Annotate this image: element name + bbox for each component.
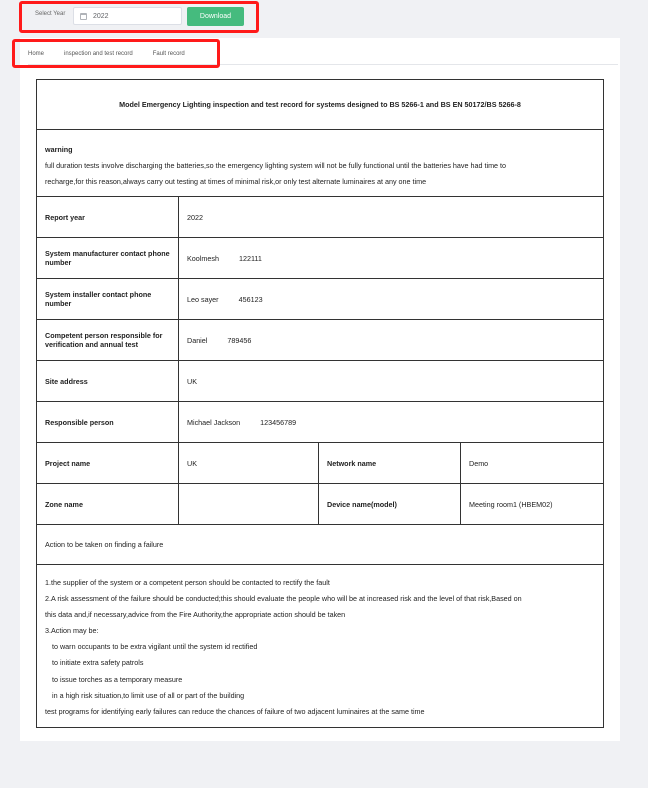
list-item: to warn occupants to be extra vigilant until the system id rectified xyxy=(52,642,258,652)
warning-text-2: recharge,for this reason,always carry out testing at times of minimal risk,or only test alternate luminaires at any one time xyxy=(45,177,427,186)
calendar-icon xyxy=(80,13,87,20)
breadcrumb-home[interactable]: Home xyxy=(28,51,45,57)
zone-name-value xyxy=(179,484,319,524)
list-item: 2.A risk assessment of the failure should be conducted;this should evaluate the people who will be at increased risk and the level of that risk,Based on xyxy=(45,594,522,604)
report-year-value: 2022 xyxy=(187,212,203,222)
device-name-value: Meeting room1 (HBEM02) xyxy=(469,499,553,509)
manufacturer-value xyxy=(179,238,603,278)
record-table xyxy=(36,79,604,728)
warning-row xyxy=(37,130,603,197)
select-year-label: Select Year xyxy=(35,11,66,17)
record-card xyxy=(20,38,620,741)
year-picker-value: 2022 xyxy=(93,12,109,20)
manufacturer-label: System manufacturer contact phone number xyxy=(37,238,179,278)
competent-label: Competent person responsible for verification and annual test xyxy=(37,320,179,360)
list-item: test programs for identifying early failures can reduce the chances of failure of two adjacent luminaires at the same time xyxy=(45,706,425,716)
list-item: 1.the supplier of the system or a competent person should be contacted to rectify the fault xyxy=(45,578,330,587)
installer-value xyxy=(179,279,603,319)
record-title: Model Emergency Lighting inspection and test record for systems designed to BS 5266-1 and BS EN 50172/BS 5266-8 xyxy=(119,100,521,109)
list-item: to issue torches as a temporary measure xyxy=(52,674,183,684)
responsible-value xyxy=(179,402,603,442)
table-row xyxy=(37,238,603,279)
action-title-row xyxy=(37,525,603,565)
year-picker-input[interactable] xyxy=(73,7,182,25)
download-button[interactable]: Download xyxy=(187,7,244,26)
record-title-row xyxy=(37,80,603,130)
list-item: 3.Action may be: xyxy=(45,626,99,636)
highlight-breadcrumb xyxy=(12,39,220,68)
list-item: to initiate extra safety patrols xyxy=(52,658,144,668)
table-row xyxy=(37,484,603,525)
table-row xyxy=(37,402,603,443)
project-name-value: UK xyxy=(179,443,319,483)
installer-name: Leo sayer xyxy=(187,294,219,304)
warning-text-1: full duration tests involve discharging the batteries,so the emergency lighting system will not be fully functional until the batteries have had time to xyxy=(45,161,507,170)
table-row xyxy=(37,197,603,238)
competent-value xyxy=(179,320,603,360)
zone-name-label: Zone name xyxy=(37,484,179,524)
site-address-value: UK xyxy=(187,376,197,386)
responsible-label: Responsible person xyxy=(37,402,179,442)
manufacturer-name: Koolmesh xyxy=(187,253,219,263)
breadcrumb-fault-record[interactable]: Fault record xyxy=(152,51,185,57)
competent-phone: 789456 xyxy=(227,335,252,345)
installer-label: System installer contact phone number xyxy=(37,279,179,319)
table-row xyxy=(37,443,603,484)
table-row xyxy=(37,361,603,402)
list-item: in a high risk situation,to limit use of all or part of the building xyxy=(52,690,245,700)
report-year-label: Report year xyxy=(37,197,179,237)
action-list xyxy=(37,565,603,727)
network-name-label: Network name xyxy=(319,443,461,483)
table-row xyxy=(37,320,603,361)
action-title: Action to be taken on finding a failure xyxy=(45,540,164,549)
device-name-label: Device name(model) xyxy=(319,484,461,524)
project-name-label: Project name xyxy=(37,443,179,483)
table-row xyxy=(37,279,603,320)
warning-title: warning xyxy=(45,145,73,154)
network-name-value: Demo xyxy=(469,458,489,468)
installer-phone: 456123 xyxy=(238,294,263,304)
competent-name: Daniel xyxy=(187,335,208,345)
breadcrumb-inspection[interactable]: inspection and test record xyxy=(64,51,133,57)
site-address-label: Site address xyxy=(37,361,179,401)
list-item: this data and,if necessary,advice from the Fire Authority,the appropriate action should be taken xyxy=(45,610,346,620)
responsible-phone: 123456789 xyxy=(260,417,297,427)
manufacturer-phone: 122111 xyxy=(238,253,262,263)
responsible-name: Michael Jackson xyxy=(187,417,241,427)
